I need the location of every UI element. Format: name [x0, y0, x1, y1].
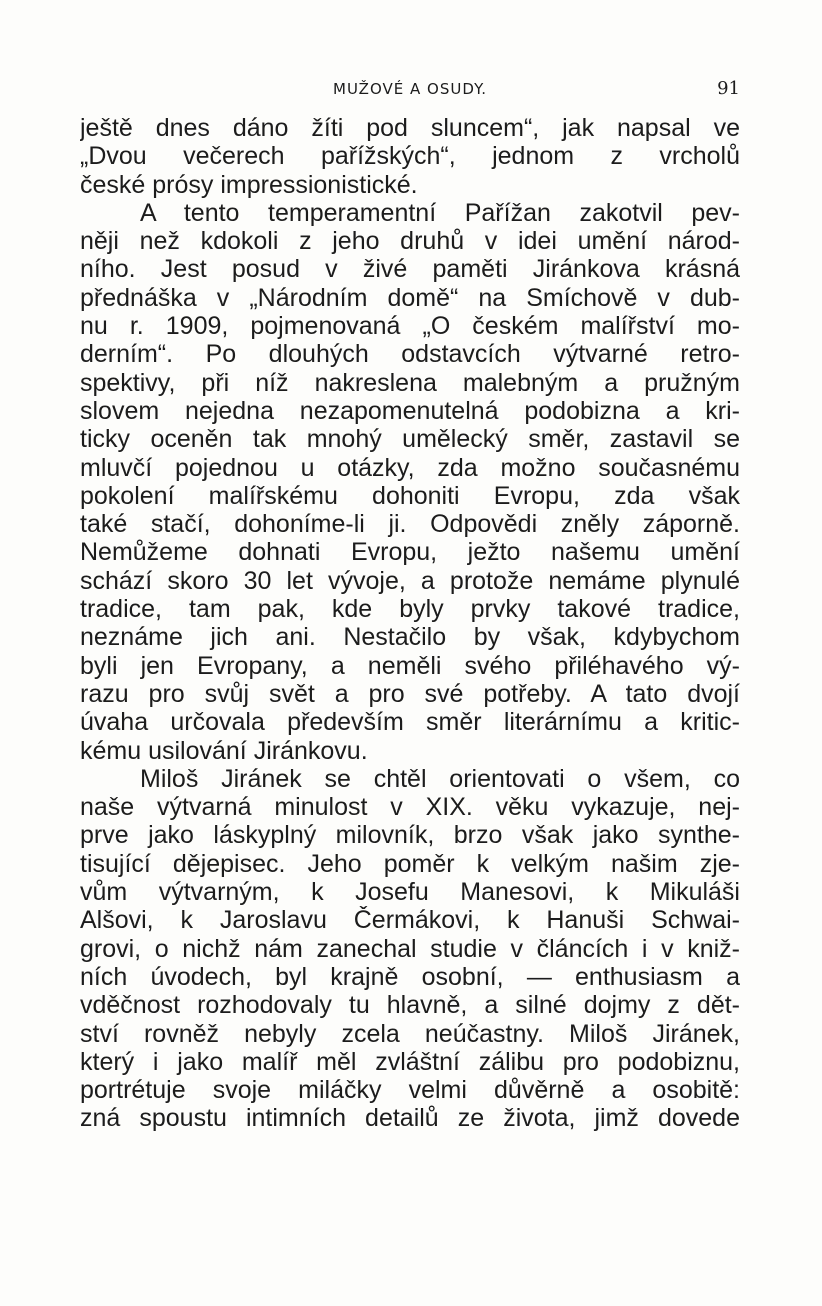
- text-line: portrétuje svoje miláčky velmi důvěrně a osobitě:: [80, 1076, 740, 1105]
- text-line: nu r. 1909, pojmenovaná „O českém malířství mo-: [80, 312, 740, 341]
- text-line: schází skoro 30 let vývoje, a protože nemáme plynulé: [80, 566, 740, 595]
- text-line: Nemůžeme dohnati Evropu, ježto našemu umění: [80, 538, 740, 567]
- text-line: Miloš Jiránek se chtěl orientovati o všem, co: [140, 764, 740, 793]
- text-line: zná spoustu intimních detailů ze života, jimž dovede: [80, 1104, 740, 1133]
- text-line: přednáška v „Národním domě“ na Smíchově v dub-: [80, 283, 740, 312]
- text-line: spektivy, při níž nakreslena malebným a pružným: [80, 368, 740, 397]
- text-line: ních úvodech, byl krajně osobní, — enthusiasm a: [80, 962, 740, 991]
- text-line: který i jako malíř měl zvláštní zálibu pro podobiznu,: [80, 1047, 740, 1076]
- text-line: ještě dnes dáno žíti pod sluncem“, jak napsal ve: [80, 114, 740, 142]
- text-line: ství rovněž nebyly zcela neúčastny. Miloš Jiránek,: [80, 1019, 740, 1048]
- running-head-title: MUŽOVÉ A OSUDY.: [333, 80, 487, 98]
- text-line: byli jen Evropany, a neměli svého přiléhavého vý-: [80, 651, 740, 680]
- text-line: také stačí, dohoníme-li ji. Odpovědi zněly záporně.: [80, 510, 740, 539]
- text-line: neznáme jich ani. Nestačilo by však, kdybychom: [80, 623, 740, 652]
- text-line: derním“. Po dlouhých odstavcích výtvarné retro-: [80, 340, 740, 369]
- text-line: něji než kdokoli z jeho druhů v idei umění národ-: [80, 227, 740, 256]
- text-line: razu pro svůj svět a pro své potřeby. A tato dvojí: [80, 679, 740, 708]
- text-line: mluvčí pojednou u otázky, zda možno současnému: [80, 453, 740, 482]
- text-line: vům výtvarným, k Josefu Manesovi, k Mikuláši: [80, 878, 740, 907]
- text-line: naše výtvarná minulost v XIX. věku vykazuje, nej-: [80, 793, 740, 822]
- text-line: „Dvou večerech pařížských“, jednom z vrcholů: [80, 142, 740, 171]
- text-line: slovem nejedna nezapomenutelná podobizna a kri-: [80, 396, 740, 425]
- text-line: ticky oceněn tak mnohý umělecký směr, zastavil se: [80, 425, 740, 454]
- text-line: A tento temperamentní Pařížan zakotvil pev-: [140, 198, 740, 227]
- text-line: Alšovi, k Jaroslavu Čermákovi, k Hanuši Schwai-: [80, 906, 740, 935]
- running-head: [80, 76, 740, 106]
- text-line: úvaha určovala především směr literárnímu a kritic-: [80, 708, 740, 737]
- text-line: vděčnost rozhodovaly tu hlavně, a silné dojmy z dět-: [80, 991, 740, 1020]
- text-line: grovi, o nichž nám zanechal studie v článcích i v kniž-: [80, 934, 740, 963]
- text-line: tradice, tam pak, kde byly prvky takové tradice,: [80, 595, 740, 624]
- text-line: kému usilování Jiránkovu.: [80, 736, 368, 765]
- text-line: prve jako láskyplný milovník, brzo však jako synthe-: [80, 821, 740, 850]
- text-line: ního. Jest posud v živé paměti Jiránkova krásná: [80, 255, 740, 284]
- text-line: pokolení malířskému dohoniti Evropu, zda však: [80, 481, 740, 510]
- page-number: 91: [717, 78, 740, 99]
- text-line: tisující dějepisec. Jeho poměr k velkým našim zje-: [80, 849, 740, 878]
- text-line: české prósy impressionistické.: [80, 170, 418, 199]
- body-text: [80, 114, 740, 1133]
